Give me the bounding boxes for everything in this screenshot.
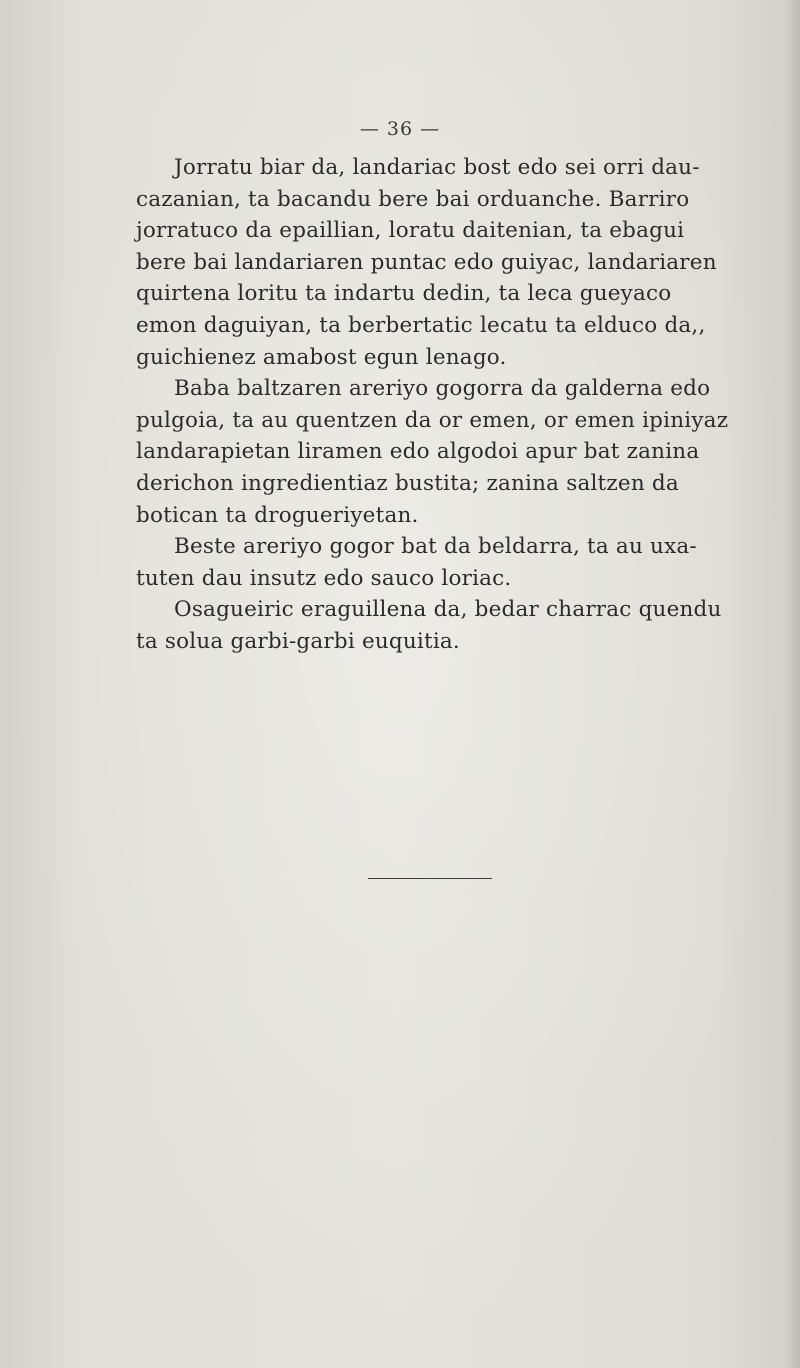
text-line: tuten dau insutz edo sauco loriac. bbox=[136, 565, 512, 591]
text-line: quirtena loritu ta indartu dedin, ta leca gueyaco bbox=[136, 281, 672, 307]
text-line: Osagueiric eraguillena da, bedar charrac quendu bbox=[174, 597, 722, 623]
text-line: guichienez amabost egun lenago. bbox=[136, 344, 507, 370]
body-text bbox=[136, 152, 766, 658]
text-line: jorratuco da epaillian, loratu daitenian, ta ebagui bbox=[136, 218, 685, 244]
text-line: landarapietan liramen edo algodoi apur bat zanina bbox=[136, 439, 700, 465]
text-line: Baba baltzaren areriyo gogorra da galderna edo bbox=[174, 376, 711, 402]
text-line: derichon ingredientiaz bustita; zanina saltzen da bbox=[136, 470, 679, 496]
text-line: Beste areriyo gogor bat da beldarra, ta au uxa- bbox=[174, 534, 697, 560]
text-line: botican ta drogueriyetan. bbox=[136, 502, 419, 528]
text-line: pulgoia, ta au quentzen da or emen, or emen ipiniyaz bbox=[136, 407, 729, 433]
page-number: — 36 — bbox=[359, 118, 441, 140]
text-line: Jorratu biar da, landariac bost edo sei orri dau- bbox=[174, 155, 700, 180]
page-edge-shadow bbox=[786, 0, 800, 1368]
text-line: emon daguiyan, ta berbertatic lecatu ta elduco da,, bbox=[136, 312, 706, 338]
end-rule bbox=[368, 878, 492, 879]
text-line: cazanian, ta bacandu bere bai orduanche. Barriro bbox=[136, 186, 690, 212]
text-line: ta solua garbi-garbi euquitia. bbox=[136, 628, 460, 654]
text-line: bere bai landariaren puntac edo guiyac, landariaren bbox=[136, 249, 717, 275]
